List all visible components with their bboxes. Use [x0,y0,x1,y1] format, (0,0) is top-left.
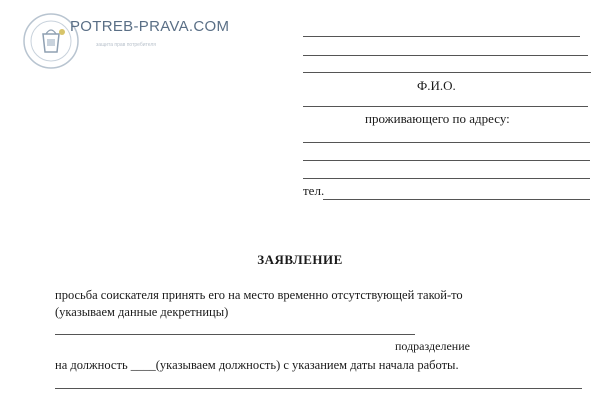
bottom-line [55,388,582,389]
fio-label: Ф.И.О. [417,78,456,93]
header-line-1 [303,36,580,37]
brand-name: POTREB-PRAVA.COM [70,18,230,35]
header-line-2 [303,55,588,56]
fio-line [303,106,588,107]
subdivision-label: подразделение [395,339,470,353]
brand-tagline: защита прав потребителя [96,42,157,48]
body-line-2: (указываем данные декретницы) [55,305,229,319]
phone-line [323,199,590,200]
subdivision-line [55,334,415,335]
position-line: на должность ____(указываем должность) с указанием даты начала работы. [55,358,459,372]
body-line-1: просьба соискателя принять его на место временно отсутствующей такой-то [55,288,463,302]
address-label: проживающего по адресу: [365,111,510,126]
header-line-3 [303,72,591,73]
address-line-3 [303,178,590,179]
address-line-2 [303,160,590,161]
phone-label: тел. [303,183,325,198]
address-line-1 [303,142,590,143]
document-title: ЗАЯВЛЕНИЕ [257,252,343,267]
